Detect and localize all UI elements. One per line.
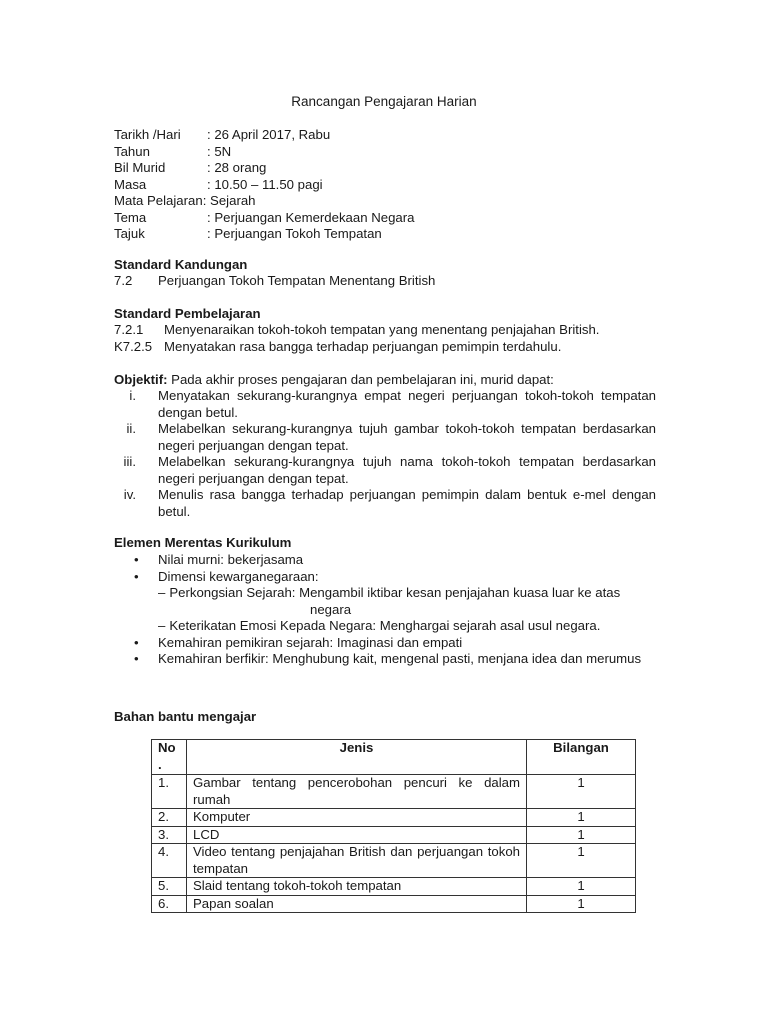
bullet-icon: • <box>134 634 139 650</box>
sub-item <box>114 585 656 602</box>
sp-line <box>114 322 599 339</box>
bullet-icon: • <box>134 568 139 584</box>
header-bilangan: Bilangan <box>527 740 636 775</box>
bahan-heading: Bahan bantu mengajar <box>114 709 257 724</box>
cell-no: 4. <box>152 844 187 878</box>
info-label: Tema <box>114 209 147 225</box>
info-label: Masa <box>114 176 147 192</box>
list-item <box>114 454 656 487</box>
list-numeral: iii. <box>123 454 136 469</box>
info-value: : Perjuangan Kemerdekaan Negara <box>207 209 415 225</box>
bullet-item <box>114 569 656 586</box>
sk-number: 7.2 <box>114 273 133 288</box>
table-row <box>152 844 636 878</box>
list-text: Menyatakan sekurang-kurangnya empat negeri perjuangan tokoh-tokoh tempatan dengan betul. <box>158 388 656 420</box>
info-value: : 5N <box>207 143 232 159</box>
elemen-list <box>114 552 656 668</box>
list-numeral: ii. <box>126 421 136 436</box>
cell-bilangan: 1 <box>527 844 636 878</box>
bullet-text: Kemahiran berfikir: Menghubung kait, mengenal pasti, menjana idea dan merumus <box>158 651 642 666</box>
info-label: Bil Murid <box>114 160 166 175</box>
bullet-item <box>114 651 656 668</box>
info-row <box>114 177 414 194</box>
objektif-label: Objektif: <box>114 372 168 387</box>
page-title: Rancangan Pengajaran Harian <box>291 94 477 109</box>
table-row <box>152 775 636 809</box>
cell-jenis: Gambar tentang pencerobohan pencuri ke dalam rumah <box>187 775 527 809</box>
cell-bilangan: 1 <box>527 895 636 913</box>
table-row <box>152 809 636 827</box>
cell-no: 6. <box>152 895 187 913</box>
sub-item-continuation <box>114 602 656 619</box>
cell-bilangan: 1 <box>527 826 636 844</box>
objektif-list <box>114 388 656 520</box>
cell-bilangan: 1 <box>527 809 636 827</box>
bullet-text: Kemahiran pemikiran sejarah: Imaginasi dan empati <box>158 634 463 650</box>
elemen-heading: Elemen Merentas Kurikulum <box>114 535 292 550</box>
info-block <box>114 127 414 243</box>
info-label: Tahun <box>114 143 150 159</box>
list-numeral: i. <box>129 388 136 403</box>
cell-bilangan: 1 <box>527 775 636 809</box>
table-row <box>152 895 636 913</box>
list-item <box>114 388 656 421</box>
objektif-intro-text: Pada akhir proses pengajaran dan pembelajaran ini, murid dapat: <box>171 372 554 387</box>
bullet-icon: • <box>134 651 139 666</box>
bullet-text: Nilai murni: bekerjasama <box>158 552 304 567</box>
info-row <box>114 127 414 144</box>
bullet-text: Dimensi kewarganegaraan: <box>158 568 319 584</box>
info-value: : 10.50 – 11.50 pagi <box>207 176 323 192</box>
cell-jenis: Komputer <box>187 809 527 827</box>
info-label: Tajuk <box>114 226 145 241</box>
list-item <box>114 421 656 454</box>
cell-no: 3. <box>152 826 187 844</box>
table-row <box>152 826 636 844</box>
cell-no: 5. <box>152 878 187 896</box>
sub-text: negara <box>310 601 352 617</box>
dash-icon: – <box>158 618 166 633</box>
info-label: Tarikh /Hari <box>114 127 181 142</box>
cell-jenis: LCD <box>187 826 527 844</box>
sp-text: Menyenaraikan tokoh-tokoh tempatan yang menentang penjajahan British. <box>164 322 600 337</box>
sp-number: 7.2.1 <box>114 322 144 337</box>
cell-no: 2. <box>152 809 187 827</box>
header-jenis: Jenis <box>187 740 527 775</box>
info-row <box>114 226 414 243</box>
cell-no: 1. <box>152 775 187 809</box>
cell-jenis: Video tentang penjajahan British dan perjuangan tokoh tempatan <box>187 844 527 878</box>
sub-item <box>114 618 656 635</box>
bahan-table <box>151 739 636 913</box>
sp-line <box>114 339 561 356</box>
dash-icon: – <box>158 585 166 600</box>
info-row <box>114 160 414 177</box>
cell-jenis: Slaid tentang tokoh-tokoh tempatan <box>187 878 527 896</box>
cell-jenis: Papan soalan <box>187 895 527 913</box>
table-row <box>152 878 636 896</box>
list-item <box>114 487 656 520</box>
sp-text: Menyatakan rasa bangga terhadap perjuangan pemimpin terdahulu. <box>164 339 562 354</box>
info-value: Sejarah <box>210 193 256 208</box>
bullet-icon: • <box>134 552 139 567</box>
sub-text: Keterikatan Emosi Kepada Negara: Menghargai sejarah asal usul negara. <box>169 618 601 633</box>
standard-kandungan-heading: Standard Kandungan <box>114 257 248 272</box>
cell-bilangan: 1 <box>527 878 636 896</box>
list-numeral: iv. <box>123 487 136 502</box>
info-row <box>114 193 414 210</box>
info-value: : Perjuangan Tokoh Tempatan <box>207 226 382 241</box>
table-header-row <box>152 740 636 775</box>
list-text: Melabelkan sekurang-kurangnya tujuh nama tokoh-tokoh tempatan berdasarkan negeri perjuangan dengan tepat. <box>158 454 656 486</box>
list-text: Menulis rasa bangga terhadap perjuangan pemimpin dalam bentuk e-mel dengan betul. <box>158 487 656 519</box>
sk-text: Perjuangan Tokoh Tempatan Menentang British <box>158 273 436 288</box>
standard-pembelajaran-heading: Standard Pembelajaran <box>114 306 261 321</box>
objektif-intro <box>114 372 656 389</box>
info-label: Mata Pelajaran: <box>114 193 207 208</box>
sub-text: Perkongsian Sejarah: Mengambil iktibar kesan penjajahan kuasa luar ke atas <box>169 585 621 600</box>
list-text: Melabelkan sekurang-kurangnya tujuh gambar tokoh-tokoh tempatan berdasarkan negeri perjuangan dengan tepat. <box>158 421 656 453</box>
bullet-item <box>114 635 656 652</box>
bullet-item <box>114 552 656 569</box>
info-row <box>114 144 414 161</box>
info-value: : 28 orang <box>207 160 267 175</box>
header-no: No . <box>152 740 187 775</box>
sp-number: K7.2.5 <box>114 339 153 354</box>
info-row <box>114 210 414 227</box>
standard-kandungan-line <box>114 273 435 290</box>
info-value: : 26 April 2017, Rabu <box>207 127 331 142</box>
